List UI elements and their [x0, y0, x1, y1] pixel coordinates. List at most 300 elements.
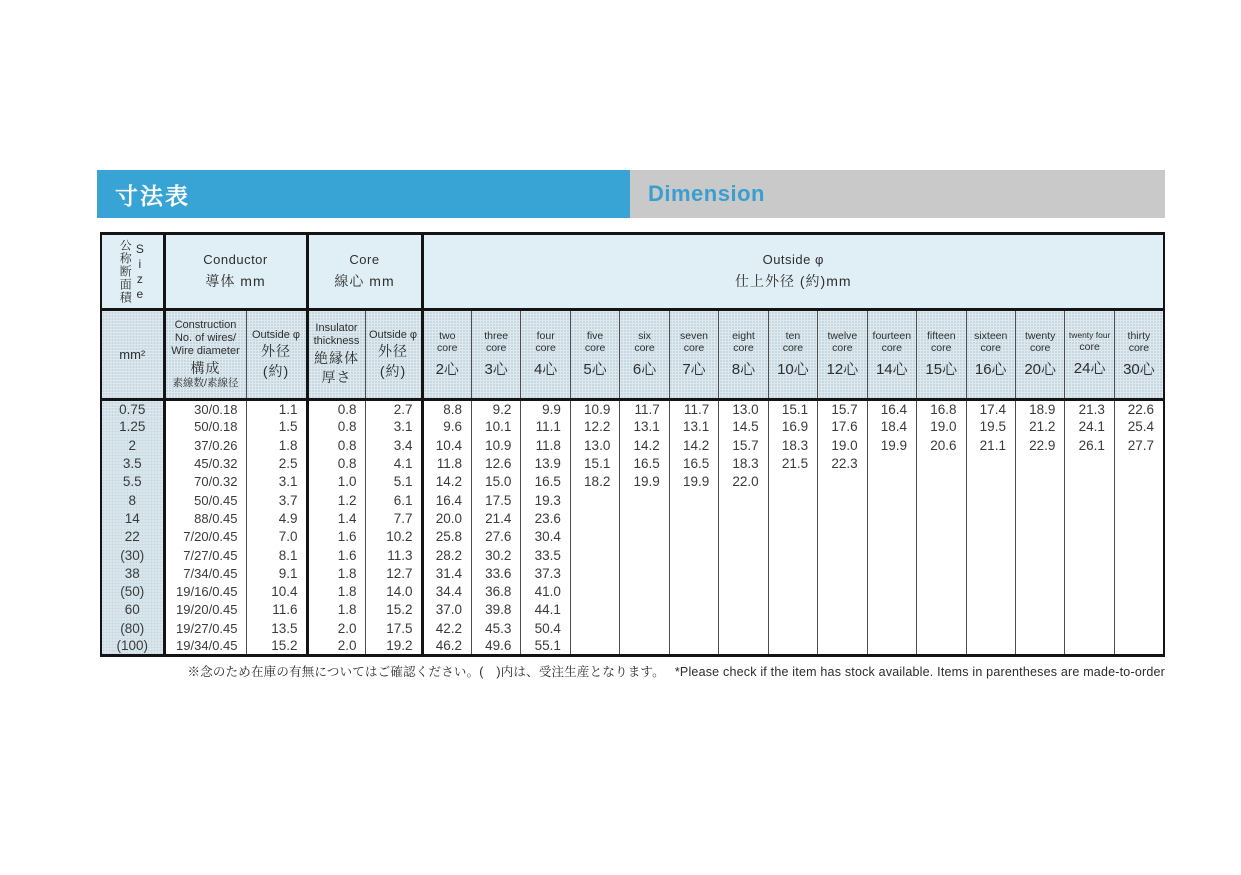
table-row — [101, 546, 1164, 564]
col-header-fifteen-core: fifteen core 15心 — [917, 310, 966, 400]
core-value-cell — [867, 637, 916, 655]
core-value-cell — [818, 546, 867, 564]
core-value-cell: 39.8 — [471, 601, 520, 619]
core-value-cell: 21.5 — [768, 454, 817, 472]
core-value-cell — [669, 528, 718, 546]
core-value-cell: 21.1 — [966, 436, 1015, 454]
conductor-od-cell: 11.6 — [246, 601, 307, 619]
group-header-conductor: Conductor 導体 mm — [164, 234, 307, 310]
core-value-cell: 11.7 — [620, 400, 669, 418]
core-value-cell: 19.0 — [818, 436, 867, 454]
title-en: Dimension — [630, 170, 1165, 218]
size-cell: 14 — [101, 509, 164, 527]
core-value-cell — [1114, 473, 1164, 491]
core-value-cell — [867, 619, 916, 637]
core-value-cell — [719, 491, 768, 509]
construction-cell: 30/0.18 — [164, 400, 246, 418]
core-value-cell — [966, 473, 1015, 491]
core-od-cell: 15.2 — [365, 601, 422, 619]
construction-cell: 37/0.26 — [164, 436, 246, 454]
core-value-cell — [570, 582, 619, 600]
core-value-cell — [570, 637, 619, 655]
footnote-en: *Please check if the item has stock available. Items in parentheses are made-to-order — [674, 665, 1165, 679]
core-value-cell — [570, 619, 619, 637]
core-value-cell: 14.2 — [422, 473, 471, 491]
core-value-cell: 44.1 — [521, 601, 570, 619]
core-value-cell — [768, 637, 817, 655]
col-header-twenty-core: twenty core 20心 — [1015, 310, 1064, 400]
col-header-insulator-thickness: Insulator thickness 絶縁体 厚さ — [307, 310, 365, 400]
col-header-seven-core: seven core 7心 — [669, 310, 718, 400]
core-value-cell — [966, 601, 1015, 619]
construction-cell: 50/0.45 — [164, 491, 246, 509]
size-label-jp: 公称断面積 — [118, 239, 133, 304]
table-row — [101, 436, 1164, 454]
core-value-cell: 22.6 — [1114, 400, 1164, 418]
insulator-thickness-cell: 1.8 — [307, 582, 365, 600]
core-od-cell: 3.1 — [365, 418, 422, 436]
core-value-cell — [669, 509, 718, 527]
core-value-cell: 21.3 — [1065, 400, 1114, 418]
insulator-thickness-cell: 0.8 — [307, 400, 365, 418]
insulator-thickness-cell: 0.8 — [307, 454, 365, 472]
core-value-cell: 27.6 — [471, 528, 520, 546]
core-value-cell: 9.9 — [521, 400, 570, 418]
core-value-cell — [1114, 637, 1164, 655]
core-value-cell — [719, 582, 768, 600]
group-header-row — [101, 234, 1164, 310]
core-value-cell — [1065, 546, 1114, 564]
size-cell: (50) — [101, 582, 164, 600]
col-header-four-core: four core 4心 — [521, 310, 570, 400]
core-value-cell: 37.0 — [422, 601, 471, 619]
core-od-cell: 10.2 — [365, 528, 422, 546]
core-value-cell — [1114, 564, 1164, 582]
core-value-cell — [966, 637, 1015, 655]
core-value-cell: 42.2 — [422, 619, 471, 637]
core-value-cell — [966, 491, 1015, 509]
core-value-cell: 37.3 — [521, 564, 570, 582]
core-value-cell: 55.1 — [521, 637, 570, 655]
core-value-cell: 46.2 — [422, 637, 471, 655]
core-value-cell — [917, 637, 966, 655]
dimension-table — [100, 232, 1165, 657]
conductor-od-cell: 15.2 — [246, 637, 307, 655]
construction-cell: 19/20/0.45 — [164, 601, 246, 619]
col-header-eight-core: eight core 8心 — [719, 310, 768, 400]
core-value-cell — [1114, 546, 1164, 564]
core-od-cell: 6.1 — [365, 491, 422, 509]
core-value-cell — [719, 564, 768, 582]
core-value-cell — [1015, 528, 1064, 546]
core-value-cell: 18.9 — [1015, 400, 1064, 418]
core-value-cell — [768, 509, 817, 527]
col-header-five-core: five core 5心 — [570, 310, 619, 400]
col-header-conductor-od: Outside φ 外径 (約) — [246, 310, 307, 400]
core-value-cell — [867, 546, 916, 564]
conductor-od-cell: 3.7 — [246, 491, 307, 509]
core-value-cell — [966, 619, 1015, 637]
table-row — [101, 509, 1164, 527]
core-value-cell: 13.0 — [570, 436, 619, 454]
core-value-cell — [719, 601, 768, 619]
core-value-cell — [719, 509, 768, 527]
core-value-cell — [966, 546, 1015, 564]
size-cell: 3.5 — [101, 454, 164, 472]
table-row — [101, 454, 1164, 472]
core-value-cell — [669, 619, 718, 637]
core-value-cell — [719, 528, 768, 546]
group-header-core: Core 線心 mm — [307, 234, 422, 310]
core-value-cell — [620, 546, 669, 564]
footnote-jp: ※念のため在庫の有無についてはご確認ください。( )内は、受注生産となります。 — [187, 665, 665, 679]
size-cell: (100) — [101, 637, 164, 655]
core-value-cell: 19.9 — [669, 473, 718, 491]
core-value-cell — [1114, 601, 1164, 619]
core-value-cell — [966, 528, 1015, 546]
core-value-cell — [917, 509, 966, 527]
table-row — [101, 418, 1164, 436]
core-value-cell — [620, 564, 669, 582]
core-value-cell — [917, 528, 966, 546]
core-value-cell: 16.5 — [669, 454, 718, 472]
conductor-od-cell: 2.5 — [246, 454, 307, 472]
core-value-cell: 13.9 — [521, 454, 570, 472]
core-value-cell: 19.9 — [867, 436, 916, 454]
core-value-cell: 12.2 — [570, 418, 619, 436]
core-value-cell — [917, 491, 966, 509]
core-value-cell — [1015, 454, 1064, 472]
core-value-cell: 10.9 — [471, 436, 520, 454]
table-row — [101, 528, 1164, 546]
core-value-cell — [1015, 637, 1064, 655]
core-value-cell — [818, 601, 867, 619]
insulator-thickness-cell: 1.8 — [307, 601, 365, 619]
construction-cell: 88/0.45 — [164, 509, 246, 527]
table-row — [101, 637, 1164, 655]
core-value-cell — [818, 509, 867, 527]
core-value-cell: 11.7 — [669, 400, 718, 418]
table-row — [101, 601, 1164, 619]
core-value-cell — [867, 528, 916, 546]
core-value-cell — [669, 637, 718, 655]
core-value-cell — [867, 582, 916, 600]
insulator-thickness-cell: 1.2 — [307, 491, 365, 509]
core-value-cell: 17.5 — [471, 491, 520, 509]
core-value-cell: 23.6 — [521, 509, 570, 527]
core-value-cell — [1015, 619, 1064, 637]
size-cell: (80) — [101, 619, 164, 637]
core-value-cell — [768, 491, 817, 509]
core-value-cell: 15.0 — [471, 473, 520, 491]
core-value-cell — [1065, 509, 1114, 527]
construction-cell: 50/0.18 — [164, 418, 246, 436]
conductor-od-cell: 10.4 — [246, 582, 307, 600]
core-od-cell: 11.3 — [365, 546, 422, 564]
core-value-cell — [768, 564, 817, 582]
core-value-cell: 49.6 — [471, 637, 520, 655]
conductor-od-cell: 3.1 — [246, 473, 307, 491]
size-cell: 8 — [101, 491, 164, 509]
core-value-cell: 9.6 — [422, 418, 471, 436]
title-jp: 寸法表 — [97, 170, 630, 218]
insulator-thickness-cell: 1.0 — [307, 473, 365, 491]
core-value-cell: 15.1 — [768, 400, 817, 418]
core-value-cell: 22.3 — [818, 454, 867, 472]
conductor-od-cell: 8.1 — [246, 546, 307, 564]
core-value-cell: 33.6 — [471, 564, 520, 582]
core-value-cell: 10.9 — [570, 400, 619, 418]
table-row — [101, 582, 1164, 600]
core-od-cell: 17.5 — [365, 619, 422, 637]
core-value-cell — [620, 619, 669, 637]
insulator-thickness-cell: 0.8 — [307, 436, 365, 454]
core-value-cell: 8.8 — [422, 400, 471, 418]
core-value-cell — [620, 582, 669, 600]
core-value-cell — [768, 619, 817, 637]
core-value-cell — [1065, 564, 1114, 582]
core-value-cell — [867, 454, 916, 472]
core-value-cell — [867, 564, 916, 582]
core-value-cell — [1015, 601, 1064, 619]
core-value-cell — [867, 473, 916, 491]
core-value-cell — [620, 491, 669, 509]
core-value-cell — [867, 601, 916, 619]
core-value-cell — [1065, 473, 1114, 491]
core-value-cell — [1015, 564, 1064, 582]
core-value-cell — [719, 546, 768, 564]
core-value-cell: 18.4 — [867, 418, 916, 436]
core-value-cell — [818, 491, 867, 509]
col-header-twelve-core: twelve core 12心 — [818, 310, 867, 400]
core-value-cell — [818, 473, 867, 491]
col-header-fourteen-core: fourteen core 14心 — [867, 310, 916, 400]
core-value-cell — [620, 528, 669, 546]
col-header-three-core: three core 3心 — [471, 310, 520, 400]
insulator-thickness-cell: 1.4 — [307, 509, 365, 527]
size-cell: 38 — [101, 564, 164, 582]
core-value-cell: 15.7 — [818, 400, 867, 418]
core-value-cell: 30.4 — [521, 528, 570, 546]
construction-cell: 19/34/0.45 — [164, 637, 246, 655]
core-value-cell — [1015, 582, 1064, 600]
core-value-cell: 26.1 — [1065, 436, 1114, 454]
table-body — [101, 400, 1164, 656]
core-value-cell: 16.5 — [620, 454, 669, 472]
core-value-cell: 45.3 — [471, 619, 520, 637]
core-value-cell — [818, 582, 867, 600]
construction-cell: 45/0.32 — [164, 454, 246, 472]
construction-cell: 7/34/0.45 — [164, 564, 246, 582]
core-value-cell — [917, 564, 966, 582]
core-value-cell: 16.8 — [917, 400, 966, 418]
insulator-thickness-cell: 2.0 — [307, 637, 365, 655]
core-value-cell: 21.2 — [1015, 418, 1064, 436]
core-value-cell — [917, 582, 966, 600]
construction-cell: 7/20/0.45 — [164, 528, 246, 546]
core-value-cell — [917, 546, 966, 564]
core-value-cell: 19.9 — [620, 473, 669, 491]
core-value-cell: 25.4 — [1114, 418, 1164, 436]
conductor-od-cell: 1.5 — [246, 418, 307, 436]
core-value-cell — [867, 509, 916, 527]
core-value-cell: 18.3 — [719, 454, 768, 472]
core-value-cell — [1114, 454, 1164, 472]
core-value-cell — [1015, 473, 1064, 491]
core-value-cell: 19.3 — [521, 491, 570, 509]
core-value-cell — [818, 564, 867, 582]
core-value-cell — [966, 582, 1015, 600]
core-value-cell: 14.5 — [719, 418, 768, 436]
core-value-cell: 50.4 — [521, 619, 570, 637]
core-value-cell: 18.3 — [768, 436, 817, 454]
core-od-cell: 7.7 — [365, 509, 422, 527]
core-value-cell — [669, 601, 718, 619]
core-value-cell: 15.1 — [570, 454, 619, 472]
core-value-cell — [768, 473, 817, 491]
col-header-size — [101, 234, 164, 310]
core-od-cell: 2.7 — [365, 400, 422, 418]
core-value-cell — [818, 528, 867, 546]
core-value-cell — [768, 582, 817, 600]
size-cell: 0.75 — [101, 400, 164, 418]
col-header-twenty-four-core: twenty four core 24心 — [1065, 310, 1114, 400]
core-value-cell: 19.0 — [917, 418, 966, 436]
table-row — [101, 564, 1164, 582]
core-value-cell: 19.5 — [966, 418, 1015, 436]
core-value-cell — [1015, 491, 1064, 509]
size-cell: 2 — [101, 436, 164, 454]
core-value-cell: 13.0 — [719, 400, 768, 418]
col-header-mm2: mm² — [101, 310, 164, 400]
construction-cell: 19/16/0.45 — [164, 582, 246, 600]
core-value-cell — [917, 601, 966, 619]
conductor-od-cell: 1.8 — [246, 436, 307, 454]
core-value-cell: 34.4 — [422, 582, 471, 600]
core-value-cell: 20.6 — [917, 436, 966, 454]
core-value-cell — [570, 601, 619, 619]
core-value-cell: 9.2 — [471, 400, 520, 418]
core-value-cell — [719, 619, 768, 637]
core-value-cell: 14.2 — [669, 436, 718, 454]
col-header-ten-core: ten core 10心 — [768, 310, 817, 400]
core-value-cell — [917, 619, 966, 637]
col-header-two-core: two core 2心 — [422, 310, 471, 400]
construction-cell: 7/27/0.45 — [164, 546, 246, 564]
core-value-cell — [1065, 637, 1114, 655]
core-value-cell — [1065, 601, 1114, 619]
col-header-sixteen-core: sixteen core 16心 — [966, 310, 1015, 400]
size-cell: 1.25 — [101, 418, 164, 436]
core-value-cell: 31.4 — [422, 564, 471, 582]
conductor-od-cell: 13.5 — [246, 619, 307, 637]
core-value-cell: 16.4 — [422, 491, 471, 509]
table-row — [101, 619, 1164, 637]
core-value-cell — [570, 546, 619, 564]
size-cell: 60 — [101, 601, 164, 619]
core-value-cell — [768, 601, 817, 619]
core-value-cell — [818, 637, 867, 655]
table-row — [101, 400, 1164, 418]
core-value-cell: 16.5 — [521, 473, 570, 491]
core-value-cell — [1114, 509, 1164, 527]
core-value-cell — [867, 491, 916, 509]
core-value-cell: 11.1 — [521, 418, 570, 436]
core-value-cell — [768, 528, 817, 546]
core-value-cell: 33.5 — [521, 546, 570, 564]
insulator-thickness-cell: 0.8 — [307, 418, 365, 436]
core-value-cell — [1114, 528, 1164, 546]
core-value-cell: 41.0 — [521, 582, 570, 600]
core-value-cell: 18.2 — [570, 473, 619, 491]
insulator-thickness-cell: 2.0 — [307, 619, 365, 637]
conductor-od-cell: 7.0 — [246, 528, 307, 546]
core-value-cell: 22.9 — [1015, 436, 1064, 454]
col-header-six-core: six core 6心 — [620, 310, 669, 400]
core-value-cell: 10.4 — [422, 436, 471, 454]
size-cell: (30) — [101, 546, 164, 564]
core-value-cell — [966, 564, 1015, 582]
core-value-cell: 24.1 — [1065, 418, 1114, 436]
core-value-cell — [719, 637, 768, 655]
core-value-cell — [1114, 582, 1164, 600]
core-value-cell — [1065, 619, 1114, 637]
core-value-cell: 25.8 — [422, 528, 471, 546]
insulator-thickness-cell: 1.6 — [307, 528, 365, 546]
core-value-cell — [570, 491, 619, 509]
conductor-od-cell: 9.1 — [246, 564, 307, 582]
conductor-od-cell: 1.1 — [246, 400, 307, 418]
table-row — [101, 473, 1164, 491]
core-od-cell: 14.0 — [365, 582, 422, 600]
col-header-core-od: Outside φ 外径 (約) — [365, 310, 422, 400]
core-value-cell: 22.0 — [719, 473, 768, 491]
group-header-outside: Outside φ 仕上外径 (約)mm — [422, 234, 1164, 310]
table-row — [101, 491, 1164, 509]
core-value-cell — [1015, 546, 1064, 564]
core-od-cell: 12.7 — [365, 564, 422, 582]
core-value-cell: 36.8 — [471, 582, 520, 600]
core-value-cell — [1114, 491, 1164, 509]
core-value-cell: 13.1 — [669, 418, 718, 436]
core-value-cell — [669, 582, 718, 600]
core-value-cell — [818, 619, 867, 637]
size-label-en: Size — [132, 241, 147, 302]
core-value-cell: 21.4 — [471, 509, 520, 527]
col-header-construction: Construction No. of wires/ Wire diameter 構成 素線数/素線径 — [164, 310, 246, 400]
core-od-cell: 3.4 — [365, 436, 422, 454]
dimension-table-wrap — [100, 232, 1165, 657]
footnote — [100, 662, 1165, 680]
size-cell: 22 — [101, 528, 164, 546]
insulator-thickness-cell: 1.8 — [307, 564, 365, 582]
core-value-cell: 14.2 — [620, 436, 669, 454]
core-value-cell — [1065, 454, 1114, 472]
core-value-cell — [570, 528, 619, 546]
core-value-cell: 17.6 — [818, 418, 867, 436]
conductor-od-cell: 4.9 — [246, 509, 307, 527]
core-value-cell: 17.4 — [966, 400, 1015, 418]
core-value-cell — [669, 546, 718, 564]
insulator-thickness-cell: 1.6 — [307, 546, 365, 564]
core-od-cell: 19.2 — [365, 637, 422, 655]
construction-cell: 70/0.32 — [164, 473, 246, 491]
core-value-cell: 12.6 — [471, 454, 520, 472]
core-value-cell: 16.9 — [768, 418, 817, 436]
col-header-thirty-core: thirty core 30心 — [1114, 310, 1164, 400]
core-value-cell — [620, 637, 669, 655]
core-value-cell: 10.1 — [471, 418, 520, 436]
